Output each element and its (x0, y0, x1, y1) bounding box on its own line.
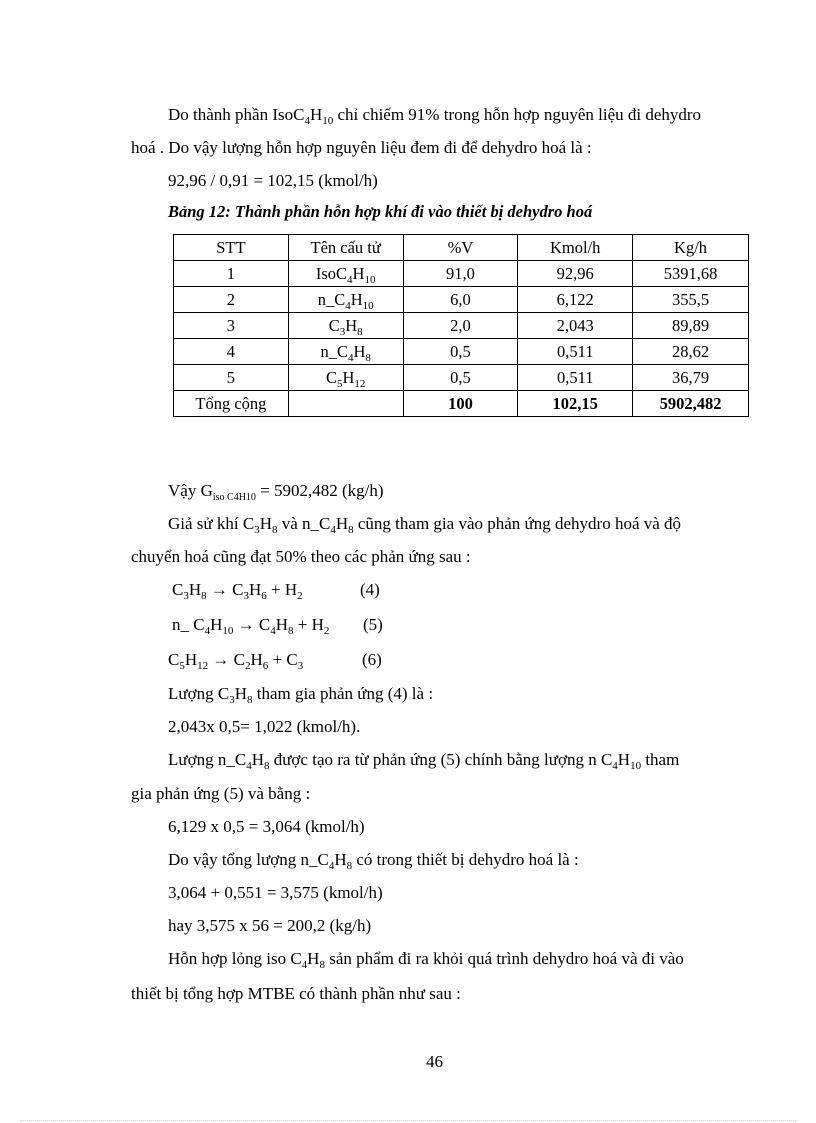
header-cell: %V (403, 235, 518, 261)
table-cell (288, 391, 403, 417)
total-cell: 5902,482 (633, 391, 749, 417)
table-cell: 0,5 (403, 339, 518, 365)
reaction-number: (6) (362, 650, 382, 669)
header-cell: Tên cấu tử (288, 235, 403, 261)
calculation-line: 2,043x 0,5= 1,022 (kmol/h). (168, 717, 361, 736)
table-cell: 2,043 (518, 313, 633, 339)
reaction-equation: $C_5H_{12} \to C_2H_6 + C_3$ (168, 650, 304, 672)
reaction-number: (4) (360, 580, 380, 599)
component-cell: $IsoC_4H_{10}$ (288, 261, 403, 287)
table-cell: 91,0 (403, 261, 518, 287)
reaction-equation: n_ $C_4H_{10} \to C_4H_8 + H_2$ (172, 615, 330, 637)
table-caption: Bảng 12: Thành phần hỗn hợp khí đi vào thiết bị dehydro hoá (168, 202, 593, 221)
table-cell: 2 (174, 287, 289, 313)
table-cell: 0,511 (518, 339, 633, 365)
paragraph-line: Vậy $G_{iso C4H10} = 5902,482$ (kg/h) (168, 481, 384, 503)
table-row (174, 365, 749, 391)
table-cell: 355,5 (633, 287, 749, 313)
table-row (174, 261, 749, 287)
table-cell: 36,79 (633, 365, 749, 391)
table-row (174, 339, 749, 365)
paragraph-line: gia phản ứng (5) và bằng : (131, 784, 311, 803)
table-total-row (174, 391, 749, 417)
table-cell: 5391,68 (633, 261, 749, 287)
total-cell: 100 (403, 391, 518, 417)
paragraph-line: Lượng $C_3H_8$ tham gia phản ứng (4) là : (168, 684, 434, 706)
calculation-line: hay 3,575 x 56 = 200,2 (kg/h) (168, 916, 372, 935)
table-cell: 0,5 (403, 365, 518, 391)
table-cell: 28,62 (633, 339, 749, 365)
paragraph-line: thiết bị tổng hợp MTBE có thành phần như sau : (131, 984, 461, 1003)
header-cell: STT (174, 235, 289, 261)
table-cell: 6,0 (403, 287, 518, 313)
component-cell: $C_3H_8$ (288, 313, 403, 339)
reaction-equation: $C_3H_8 \to C_3H_6 + H_2$ (172, 580, 303, 602)
paragraph-line: Do thành phần $IsoC_4H_{10}$ chỉ chiếm 91% trong hỗn hợp nguyên liệu đi dehydro (168, 105, 702, 127)
calculation-line: 6,129 x 0,5 = 3,064 (kmol/h) (168, 817, 365, 836)
reaction-number: (5) (363, 615, 383, 634)
table-row (174, 313, 749, 339)
total-cell: 102,15 (518, 391, 633, 417)
page-number: 46 (426, 1052, 443, 1071)
paragraph-line: chuyển hoá cũng đạt 50% theo các phản ứng sau : (131, 547, 471, 566)
total-label-cell: Tổng cộng (174, 391, 289, 417)
header-cell: Kmol/h (518, 235, 633, 261)
paragraph-line: Giả sử khí $C_3H_8$ và $n\_C_4H_8$ cũng tham gia vào phản ứng dehydro hoá và độ (168, 514, 682, 536)
calculation-line: 92,96 / 0,91 = 102,15 (kmol/h) (168, 171, 378, 190)
table-cell: 6,122 (518, 287, 633, 313)
component-cell: $n\_C_4H_8$ (288, 339, 403, 365)
paragraph-line: hoá . Do vậy lượng hỗn hợp nguyên liệu đem đi để dehydro hoá là : (131, 138, 592, 157)
paragraph-line: Hỗn hợp lỏng iso $C_4H_8$ sản phẩm đi ra khỏi quá trình dehydro hoá và đi vào (168, 949, 684, 971)
table-cell: 89,89 (633, 313, 749, 339)
table-cell: 2,0 (403, 313, 518, 339)
table-header-row (174, 235, 749, 261)
table-cell: 1 (174, 261, 289, 287)
table-cell: 4 (174, 339, 289, 365)
component-cell: $n\_C_4H_{10}$ (288, 287, 403, 313)
paragraph-line: Do vậy tổng lượng $n\_C_4H_8$ có trong thiết bị dehydro hoá là : (168, 850, 579, 872)
table-cell: 5 (174, 365, 289, 391)
table-row (174, 287, 749, 313)
composition-table (173, 234, 749, 417)
paragraph-line: Lượng $n\_C_4H_8$ được tạo ra từ phản ứng (5) chính bằng lượng n $C_4H_{10}$ tham (168, 750, 680, 772)
page-bottom-divider (20, 1120, 796, 1121)
table-cell: 0,511 (518, 365, 633, 391)
header-cell: Kg/h (633, 235, 749, 261)
table-cell: 92,96 (518, 261, 633, 287)
component-cell: $C_5H_{12}$ (288, 365, 403, 391)
calculation-line: 3,064 + 0,551 = 3,575 (kmol/h) (168, 883, 383, 902)
table-cell: 3 (174, 313, 289, 339)
